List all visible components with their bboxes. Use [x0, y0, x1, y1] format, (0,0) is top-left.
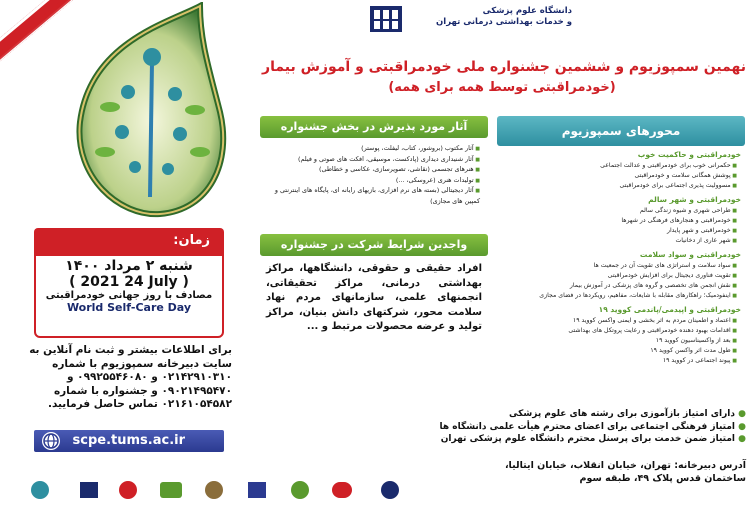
list-item: ■ مسوولیت پذیری اجتماعی برای خودمراقبتی	[497, 181, 737, 191]
eligibility-header: واجدین شرایط شرکت در جشنواره	[260, 234, 488, 256]
globe-icon	[42, 432, 60, 450]
symposium-section	[497, 150, 745, 191]
address	[420, 460, 746, 485]
list-item: ■ خودمراقبتی و شهر پایدار	[497, 226, 737, 236]
symposium-section	[497, 305, 745, 366]
date-english: ( 2021 24 July )	[69, 274, 189, 290]
sponsor-logo-icon	[205, 481, 223, 499]
university-line2: و خدمات بهداشتی درمانی تهران	[436, 17, 572, 27]
event-subtitle: (خودمراقبتی توسط همه برای همه)	[388, 80, 616, 95]
sponsor-logo-icon	[80, 482, 98, 498]
list-item: ■ آثار شنیداری دیداری (پادکست، موسیقی، افکت های صوتی و فیلم)	[260, 155, 480, 166]
list-item: ● دارای امتیاز بازآموزی برای رشته های علوم پزشکی	[256, 408, 746, 421]
list-item: ● امتیاز ضمن خدمت برای پرسنل محترم دانشگاه علوم پزشکی تهران	[256, 433, 746, 446]
list-item: ■ تقویت فناوری دیجیتال برای افزایش خودمراقبتی	[497, 271, 737, 281]
sponsor-logos	[0, 476, 420, 500]
list-item: ■ پیوند اجتماعی در کووید ۱۹	[497, 356, 737, 366]
list-item: ■ هنرهای تجسمی (نقاشی، تصویرسازی، عکاسی و خطاطی)	[260, 165, 480, 176]
list-item: ■ طراحی شهری و شیوه زندگی سالم	[497, 206, 737, 216]
list-item: ● امتیاز فرهنگی اجتماعی برای اعضای محترم هیأت علمی دانشگاه ها	[256, 421, 746, 434]
section-title: خودمراقبتی و حاکمیت خوب	[637, 150, 741, 159]
list-item: ■ اعتماد و اطمینان مردم به اثر بخشی و ایمنی واکسن کووید ۱۹	[497, 316, 737, 326]
sponsor-logo-icon	[31, 481, 49, 499]
when-box	[34, 254, 224, 338]
university-logo	[364, 2, 408, 34]
sponsor-logo-icon	[248, 482, 266, 498]
list-item: ■ حکمرانی خوب برای خودمراقبتی و عدالت اجتماعی	[497, 161, 737, 171]
list-item: ■ پوشش همگانی سلامت و خودمراقبتی	[497, 171, 737, 181]
list-item: ■ آثار مکتوب (بروشور، کتاب، لیفلت، پوستر)	[260, 144, 480, 155]
coincide-text: مصادف با روز جهانی خودمراقبتی	[45, 290, 213, 301]
event-title: نهمین سمپوزیوم و ششمین جشنواره ملی خودمراقبتی و آموزش بیمار	[262, 59, 746, 75]
symposium-section	[497, 195, 745, 246]
list-item: ■ اینفودمیک؛ راهکارهای مقابله با شایعات، مفاهیم، رویکردها در فضای مجازی	[497, 291, 737, 301]
list-item: ■ تولیدات هنری (عروسکی، ...)	[260, 176, 480, 187]
sponsor-logo-icon	[381, 481, 399, 499]
section-title: خودمراقبتی و شهر سالم	[648, 195, 741, 204]
sponsor-logo-icon	[119, 481, 137, 499]
symposium-section	[497, 250, 745, 301]
symposium-header: محورهای سمپوزیوم	[497, 116, 745, 146]
works-header: آثار مورد پذیرش در بخش جشنواره	[260, 116, 488, 138]
self-care-day: World Self-Care Day	[66, 301, 192, 314]
sponsor-logo-icon	[291, 481, 309, 499]
list-item: ■ نقش انجمن های تخصصی و گروه های پزشکی در آموزش بیمار	[497, 281, 737, 291]
list-item: ■ شهر عاری از دخانیات	[497, 236, 737, 246]
leaf-emblem	[50, 2, 235, 222]
points-list	[256, 408, 746, 458]
list-item: ■ آثار دیجیتالی (بسته های نرم افزاری، بازیهای رایانه ای، پایگاه های اینترنتی و کمپین های مجازی)	[260, 186, 480, 206]
list-item: ■ طول مدت اثر واکسن کووید ۱۹	[497, 346, 737, 356]
list-item: ■ خودمراقبتی و هنجارهای فرهنگی در شهرها	[497, 216, 737, 226]
list-item: ■ بعد از واکسیناسیون کووید ۱۹	[497, 336, 737, 346]
university-line1: دانشگاه علوم پزشکی	[482, 6, 572, 16]
address-line2: ساختمان قدس پلاک ۴۹، طبقه سوم	[579, 472, 746, 484]
section-title: خودمراقبتی و سواد سلامت	[639, 250, 741, 259]
list-item: ■ اقدامات بهبود دهنده خودمراقبتی و رعایت پروتکل های بهداشتی	[497, 326, 737, 336]
university-name	[412, 6, 572, 28]
website-url-bar[interactable]	[34, 430, 224, 452]
festival-panel	[260, 116, 488, 335]
sponsor-logo-icon	[160, 482, 182, 498]
eligibility-text: افراد حقیقی و حقوقی، دانشگاهها، مراکز بهداشتی درمانی، مراکز تحقیقاتی، انجمنهای علمی، سازمانهای مردم نهاد سلامت محور، شرکتهای دانش بنیان، مراکز تولید و عرضه محصولات مرتبط و ...	[266, 263, 482, 332]
date-persian: شنبه ۲ مرداد ۱۴۰۰	[65, 258, 193, 274]
sponsor-logo-icon	[332, 482, 352, 498]
section-title: خودمراقبتی و اپیدمی/پاندمی کووید ۱۹	[598, 305, 741, 314]
registration-text: برای اطلاعات بیشتر و ثبت نام آنلاین به سایت دبیرخانه سمپوزیوم با شماره ۰۲۱۴۲۹۱۰۳۱۰ و ۰۹۹۲۵۵۴۶۰۸۰ و ۰۹۰۲۱۴۹۵۴۷۰ و جشنواره با شماره ۰۲۱۶۱۰۵۴۵۸۲ تماس حاصل فرمایید.	[29, 344, 232, 410]
list-item: ■ سواد سلامت و استراتژی های تقویت آن در جمعیت ها	[497, 261, 737, 271]
address-line1: آدرس دبیرخانه: تهران، خیابان انقلاب، خیابان ایتالیا،	[504, 460, 746, 471]
website-url[interactable]: scpe.tums.ac.ir	[72, 433, 186, 448]
when-label: زمان:	[34, 228, 224, 254]
